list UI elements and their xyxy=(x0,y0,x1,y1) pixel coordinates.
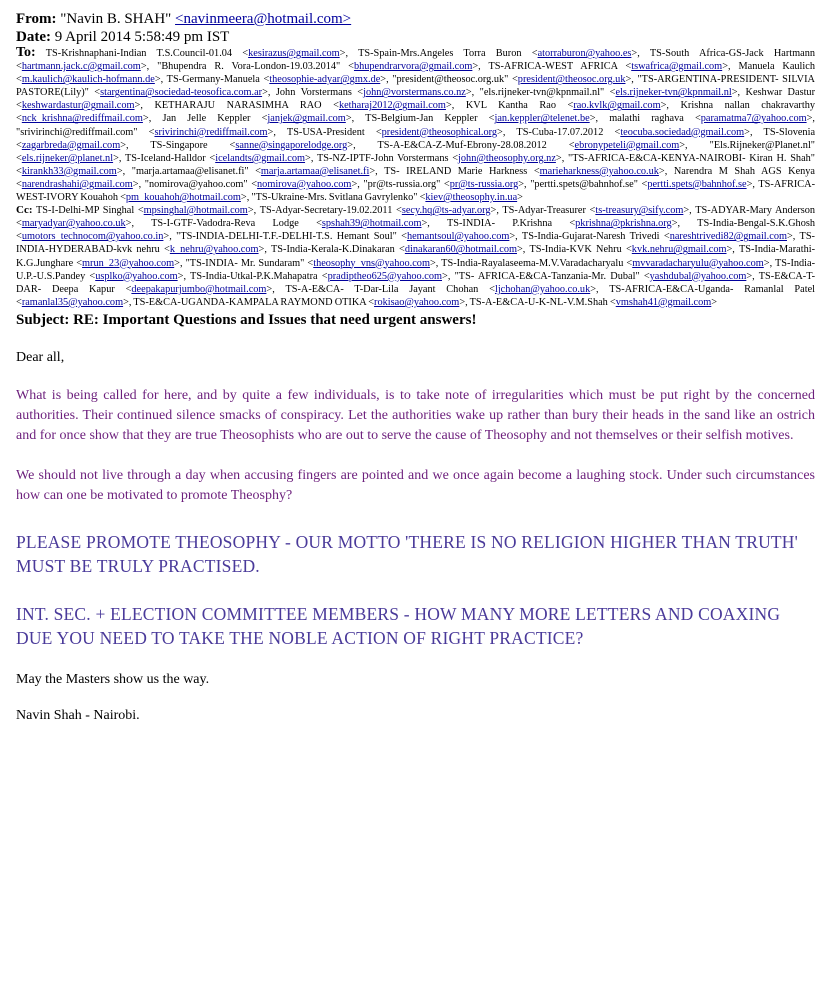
recipient-name: Keshwar Dastur xyxy=(745,87,816,99)
recipient-entry: TS-Iceland-Halldor <icelandts@gmail.com>, xyxy=(125,152,314,164)
recipient-email-link[interactable]: nomirova@yahoo.com xyxy=(257,178,352,190)
recipient-entry: TS-INDIA-HYDERABAD-kvk nehru <k_nehru@yahoo.com>, xyxy=(16,231,815,256)
recipient-email-link[interactable]: teocuba.sociedad@gmail.com xyxy=(620,126,745,138)
recipient-entry: TS-A-E&CA-Z-Muf-Ebrony-28.08.2012 <ebronypeteli@gmail.com>, xyxy=(377,139,688,151)
recipient-name: "TS-AFRICA-E&CA-KENYA-NAIROBI- Kiran H. Shah" xyxy=(568,152,815,164)
recipient-entry: TS-India-Gujarat-Naresh Trivedi <nareshtrivedi82@gmail.com>, xyxy=(521,231,796,243)
date-line xyxy=(16,28,815,46)
recipient-name: TS-Cuba-17.07.2012 xyxy=(516,126,604,138)
recipient-email-link[interactable]: marja.artamaa@elisanet.fi xyxy=(260,165,370,177)
recipient-email-link[interactable]: kvk.nehru@gmail.com xyxy=(631,244,727,256)
recipient-email-link[interactable]: rao.kvlk@gmail.com xyxy=(573,100,661,112)
recipient-entry: "TS-Ukraine-Mrs. Svitlana Gavrylenko" <kiev@theosophy.in.ua> xyxy=(251,192,523,204)
recipient-email-link[interactable]: ketharaj2012@gmail.com xyxy=(338,100,446,112)
recipient-entry: TS-South Africa-GS-Jack Hartmann <hartmann.jack.c@gmail.com>, xyxy=(16,48,815,73)
recipient-email-link[interactable]: pr@ts-russia.org xyxy=(449,178,519,190)
recipient-email-link[interactable]: jan.keppler@telenet.be xyxy=(494,113,590,125)
recipient-name: TS-INDIA-HYDERABAD-kvk nehru xyxy=(16,231,815,256)
from-email-link[interactable]: <navinmeera@hotmail.com> xyxy=(175,11,352,27)
recipient-entry: TS-AFRICA-WEST-IVORY Kouahoh <pm_kouahoh@hotmail.com>, xyxy=(16,178,816,204)
recipient-email-link[interactable]: president@theosoc.org.uk xyxy=(517,74,626,86)
recipient-entry: malathi raghava <paramatma7@yahoo.com>, xyxy=(609,113,815,125)
recipient-name: TS-A-E&CA-Z-Muf-Ebrony-28.08.2012 xyxy=(377,139,547,151)
recipient-name: TS-Slovenia xyxy=(763,126,816,138)
recipient-name: Narendra M Shah AGS Kenya xyxy=(673,165,816,177)
recipient-name: John Vorstermans xyxy=(275,87,352,99)
recipient-email-link[interactable]: ljchohan@yahoo.co.uk xyxy=(494,283,591,295)
recipient-entry: Narendra M Shah AGS Kenya <narendrashahi@gmail.com>, xyxy=(16,165,816,190)
recipient-name: TS-I-Delhi-MP Singhal xyxy=(35,205,135,217)
recipient-name: TS-Adyar-Treasurer xyxy=(502,205,586,217)
recipient-email-link[interactable]: narendrashahi@gmail.com xyxy=(21,178,133,190)
recipient-name: TS-India-Bengal-S.K.Ghosh xyxy=(697,218,815,230)
recipient-name: "TS-ARGENTINA-PRESIDENT- SILVIA PASTORE(Lily)" xyxy=(16,74,815,99)
recipient-email-link[interactable]: umotors_technocom@yahoo.co.in xyxy=(21,231,164,243)
recipient-entry: TS-India-Marathi-K.G.Junghare <mrun_23@yahoo.com>, xyxy=(16,244,816,269)
recipient-name: "Els.Rijneker@Planet.nl" xyxy=(709,139,816,151)
recipient-name: "Bhupendra R. Vora-London-19.03.2014" xyxy=(157,61,341,73)
recipient-entry: TS-India-U.P.-U.S.Pandey <usplko@yahoo.com>, xyxy=(16,257,816,282)
recipient-email-link[interactable]: m.kaulich@kaulich-hofmann.de xyxy=(21,74,155,86)
recipient-name: "TS-INDIA- Mr. Sundaram" xyxy=(185,257,305,269)
recipient-name: TS-NZ-IPTF-John Vorstermans xyxy=(316,152,449,164)
recipient-name: TS-Germany-Manuela xyxy=(166,74,260,86)
recipient-entry: TS-AFRICA-E&CA-Uganda- Ramanlal Patel <ramanlal35@yahoo.com>, xyxy=(16,283,816,308)
caps-paragraph-2: INT. SEC. + ELECTION COMMITTEE MEMBERS - HOW MANY MORE LETTERS AND COAXING DUE YOU NEED TO TAKE THE NOBLE ACTION OF RIGHT PRACTICE? xyxy=(16,603,781,648)
recipient-entry: TS-Spain-Mrs.Angeles Torra Buron <atorraburon@yahoo.es>, xyxy=(358,48,640,59)
recipient-entry: TS-Adyar-Secretary-19.02.2011 <secy.hq@ts-adyar.org>, xyxy=(259,205,499,217)
recipient-entry: "srivirinchi@rediffmail.com" <srivirinchi@rediffmail.com>, xyxy=(16,126,276,138)
recipient-name: "president@theosoc.org.uk" xyxy=(392,74,509,86)
recipient-email-link[interactable]: john@theosophy.org.nz xyxy=(458,152,556,164)
recipient-name: TS-I-GTF-Vadodra-Reva Lodge xyxy=(151,218,299,230)
recipient-entry: TS-NZ-IPTF-John Vorstermans <john@theosophy.org.nz>, xyxy=(316,152,565,164)
recipient-name: TS-South Africa-GS-Jack Hartmann xyxy=(649,48,815,59)
recipient-name: TS-INDIA- P.Krishna xyxy=(446,218,553,230)
recipient-entry: John Vorstermans <john@vorstermans.co.nz>, xyxy=(275,87,475,99)
recipient-email-link[interactable]: theosophie-adyar@gmx.de xyxy=(269,74,381,86)
recipient-name: TS-USA-President xyxy=(286,126,365,138)
recipient-email-link[interactable]: srivirinchi@rediffmail.com xyxy=(154,126,268,138)
recipient-email-link[interactable]: vmshah41@gmail.com xyxy=(615,296,712,308)
recipient-email-link[interactable]: paramatma7@yahoo.com xyxy=(700,113,807,125)
caps-paragraph-1: PLEASE PROMOTE THEOSOPHY - OUR MOTTO 'THERE IS NO RELIGION HIGHER THAN TRUTH' MUST BE TRULY PRACTISED. xyxy=(16,531,798,576)
recipient-entry: TS-E&CA-UGANDA-KAMPALA RAYMOND OTIKA <rokisao@yahoo.com>, xyxy=(133,296,468,308)
recipient-name: TS-AFRICA-WEST-IVORY Kouahoh xyxy=(16,178,816,204)
recipient-entry: TS-Germany-Manuela <theosophie-adyar@gmx.de>, xyxy=(166,74,389,86)
recipient-name: TS-Spain-Mrs.Angeles Torra Buron xyxy=(358,48,522,59)
recipient-email-link[interactable]: atorraburon@yahoo.es xyxy=(537,48,632,59)
recipient-entry: TS- IRELAND Marie Harkness <marieharkness@yahoo.co.uk>, xyxy=(384,165,668,177)
recipient-entry: TS-India-Utkal-P.K.Mahapatra <pradiptheo625@yahoo.com>, xyxy=(190,270,451,282)
recipient-name: KVL Kantha Rao xyxy=(465,100,556,112)
recipient-entry: TS-India-Kerala-K.Dinakaran <dinakaran60@hotmail.com>, xyxy=(271,244,526,256)
date-label: Date: xyxy=(16,29,51,45)
recipient-name: TS-E&CA-T-DAR- Deepa Kapur xyxy=(16,270,816,295)
recipient-name: TS-India-Gujarat-Naresh Trivedi xyxy=(521,231,660,243)
recipient-email-link[interactable]: maryadyar@yahoo.co.uk xyxy=(21,218,126,230)
recipient-name: TS-AFRICA-E&CA-Uganda- Ramanlal Patel xyxy=(609,283,816,295)
recipient-entry: TS-A-E&CA-U-K-NL-V.M.Shah <vmshah41@gmail.com> xyxy=(469,296,718,308)
to-label: To: xyxy=(16,45,36,60)
recipient-entry: TS-INDIA- P.Krishna <pkrishna@pkrishna.org>, xyxy=(446,218,681,230)
body-paragraph-2: We should not live through a day when accusing fingers are pointed and we once again become a laughing stock. Under such circumstances how can one be motivated to promote Theosphy? xyxy=(16,467,815,503)
recipient-email-link[interactable]: yashdubal@yahoo.com xyxy=(649,270,747,282)
recipient-entry: TS-Slovenia <zagarbreda@gmail.com>, xyxy=(16,126,816,151)
to-recipients xyxy=(16,46,815,204)
recipient-email-link[interactable]: pkrishna@pkrishna.org xyxy=(575,218,672,230)
greeting: Dear all, xyxy=(16,349,65,365)
recipient-entry: TS-ADYAR-Mary Anderson <maryadyar@yahoo.co.uk>, xyxy=(16,205,816,230)
recipient-name: TS- IRELAND Marie Harkness xyxy=(384,165,528,177)
recipient-entry: TS-Krishnaphani-Indian T.S.Council-01.04 <kesirazus@gmail.com>, xyxy=(45,48,349,59)
recipient-entry: "TS-AFRICA-E&CA-KENYA-NAIROBI- Kiran H. Shah" <kirankh33@gmail.com>, xyxy=(16,152,815,177)
recipient-email-link[interactable]: deepakapurjumbo@hotmail.com xyxy=(131,283,267,295)
recipient-entry: TS-India-KVK Nehru <kvk.nehru@gmail.com>, xyxy=(529,244,735,256)
recipient-email-link[interactable]: icelandts@gmail.com xyxy=(215,152,306,164)
recipient-email-link[interactable]: pertti.spets@bahnhof.se xyxy=(647,178,747,190)
recipient-email-link[interactable]: stargentina@sociedad-teosofica.com.ar xyxy=(100,87,263,99)
recipient-email-link[interactable]: bhupendrarvora@gmail.com xyxy=(353,61,473,73)
recipient-entry: "Els.Rijneker@Planet.nl" <els.rijneker@planet.nl>, xyxy=(16,139,816,164)
recipient-email-link[interactable]: nck_krishna@rediffmail.com xyxy=(21,113,143,125)
recipient-email-link[interactable]: hemantsoul@yahoo.com xyxy=(406,231,510,243)
recipient-email-link[interactable]: usplko@yahoo.com xyxy=(95,270,178,282)
recipient-entry: Jan Jelle Keppler <janjek@gmail.com>, xyxy=(162,113,355,125)
subject-line xyxy=(16,310,815,330)
recipient-entry: TS-Belgium-Jan Keppler <jan.keppler@telenet.be>, xyxy=(365,113,599,125)
recipient-entry: TS-AFRICA-WEST AFRICA <tswafrica@gmail.com>, xyxy=(488,61,731,73)
recipient-entry: KVL Kantha Rao <rao.kvlk@gmail.com>, xyxy=(465,100,669,112)
recipient-entry: "TS-INDIA- Mr. Sundaram" <theosophy_vns@yahoo.com>, xyxy=(185,257,439,269)
recipient-entry: Krishna nallan chakravarthy <nck_krishna@rediffmail.com>, xyxy=(16,100,816,125)
recipient-email-link[interactable]: president@theosophical.org xyxy=(381,126,498,138)
recipient-entry: TS-I-GTF-Vadodra-Reva Lodge <spshah39@hotmail.com>, xyxy=(151,218,430,230)
recipient-entry: "TS-ARGENTINA-PRESIDENT- SILVIA PASTORE(Lily)" <stargentina@sociedad-teosofica.com.ar>, xyxy=(16,74,815,99)
recipient-name: TS-AFRICA-WEST AFRICA xyxy=(488,61,618,73)
recipient-email-link[interactable]: els.rijneker-tvn@kpnmail.nl xyxy=(615,87,732,99)
recipient-entry: Manuela Kaulich <m.kaulich@kaulich-hofmann.de>, xyxy=(16,61,816,86)
recipient-name: TS-India-Kerala-K.Dinakaran xyxy=(271,244,395,256)
recipient-email-link[interactable]: marieharkness@yahoo.co.uk xyxy=(539,165,659,177)
recipient-email-link[interactable]: ebronypeteli@gmail.com xyxy=(574,139,680,151)
recipient-email-link[interactable]: zagarbreda@gmail.com xyxy=(21,139,121,151)
recipient-entry: "TS- AFRICA-E&CA-Tanzania-Mr. Dubal" <yashdubal@yahoo.com>, xyxy=(454,270,755,282)
recipient-email-link[interactable]: mpsinghal@hotmail.com xyxy=(143,205,248,217)
recipient-entry: TS-Cuba-17.07.2012 <teocuba.sociedad@gmail.com>, xyxy=(516,126,753,138)
recipient-email-link[interactable]: keshwardastur@gmail.com xyxy=(21,100,135,112)
recipient-email-link[interactable]: k_nehru@yahoo.com xyxy=(169,244,259,256)
recipient-email-link[interactable]: kiev@theosophy.in.ua xyxy=(425,192,518,204)
from-label: From: xyxy=(16,11,57,27)
recipient-entry: "pertti.spets@bahnhof.se" <pertti.spets@bahnhof.se>, xyxy=(530,178,755,190)
recipient-email-link[interactable]: pradiptheo625@yahoo.com xyxy=(327,270,443,282)
recipient-entry: TS-Singapore <sanne@singaporelodge.org>, xyxy=(150,139,356,151)
recipient-name: TS-A-E&CA- T-Dar-Lila Jayant Chohan xyxy=(285,283,479,295)
recipient-email-link[interactable]: secy.hq@ts-adyar.org xyxy=(401,205,491,217)
recipient-name: Jan Jelle Keppler xyxy=(162,113,251,125)
recipient-email-link[interactable]: sanne@singaporelodge.org xyxy=(235,139,348,151)
recipient-name: "TS-Ukraine-Mrs. Svitlana Gavrylenko" xyxy=(251,192,418,204)
recipient-name: TS-Adyar-Secretary-19.02.2011 xyxy=(259,205,393,217)
recipient-email-link[interactable]: john@vorstermans.co.nz xyxy=(363,87,466,99)
recipient-name: TS-Iceland-Halldor xyxy=(125,152,206,164)
subject-value: RE: Important Questions and Issues that need urgent answers! xyxy=(73,311,477,328)
recipient-email-link[interactable]: rokisao@yahoo.com xyxy=(374,296,460,308)
recipient-entry: "nomirova@yahoo.com" <nomirova@yahoo.com>, xyxy=(144,178,360,190)
recipient-email-link[interactable]: ramanlal35@yahoo.com xyxy=(21,296,124,308)
recipient-name: "nomirova@yahoo.com" xyxy=(144,178,248,190)
recipient-email-link[interactable]: pm_kouahoh@hotmail.com xyxy=(125,192,241,204)
recipient-name: TS-India-Utkal-P.K.Mahapatra xyxy=(190,270,318,282)
recipient-entry: TS-E&CA-T-DAR- Deepa Kapur <deepakapurjumbo@hotmail.com>, xyxy=(16,270,816,295)
recipient-name: "els.rijneker-tvn@kpnmail.nl" xyxy=(479,87,605,99)
recipient-email-link[interactable]: tswafrica@gmail.com xyxy=(631,61,723,73)
date-value: 9 April 2014 5:58:49 pm IST xyxy=(54,29,230,45)
recipient-email-link[interactable]: theosophy_vns@yahoo.com xyxy=(313,257,430,269)
recipient-name: TS-A-E&CA-U-K-NL-V.M.Shah xyxy=(469,296,608,308)
recipient-name: "pr@ts-russia.org" xyxy=(363,178,441,190)
cc-label: Cc: xyxy=(16,204,33,217)
recipient-name: TS-India-U.P.-U.S.Pandey xyxy=(16,257,816,282)
recipient-entry: "Bhupendra R. Vora-London-19.03.2014" <bhupendrarvora@gmail.com>, xyxy=(157,61,481,73)
recipient-email-link[interactable]: kesirazus@gmail.com xyxy=(248,48,340,59)
recipient-email-link[interactable]: kirankh33@gmail.com xyxy=(21,165,117,177)
recipient-name: Krishna nallan chakravarthy xyxy=(680,100,816,112)
closing-line: May the Masters show us the way. xyxy=(16,671,210,687)
recipient-email-link[interactable]: nareshtrivedi82@gmail.com xyxy=(669,231,787,243)
recipient-name: TS-Singapore xyxy=(150,139,208,151)
recipient-name: TS-India-KVK Nehru xyxy=(529,244,622,256)
recipient-name: KETHARAJU NARASIMHA RAO xyxy=(154,100,322,112)
signature: Navin Shah - Nairobi. xyxy=(16,707,140,723)
recipient-entry: TS-Adyar-Treasurer <ts-treasury@sify.com>, xyxy=(502,205,692,217)
recipient-name: "TS-INDIA-DELHI-T.F.-DELHI-T.S. Hemant Soul" xyxy=(176,231,397,243)
recipient-name: malathi raghava xyxy=(609,113,684,125)
recipient-entry: "pr@ts-russia.org" <pr@ts-russia.org>, xyxy=(363,178,527,190)
from-line xyxy=(16,10,815,28)
recipient-name: TS-Belgium-Jan Keppler xyxy=(365,113,478,125)
from-name: "Navin B. SHAH" xyxy=(60,11,172,27)
recipient-email-link[interactable]: els.rijneker@planet.nl xyxy=(21,152,114,164)
recipient-name: "TS- AFRICA-E&CA-Tanzania-Mr. Dubal" xyxy=(454,270,640,282)
recipient-entry: KETHARAJU NARASIMHA RAO <ketharaj2012@gmail.com>, xyxy=(154,100,455,112)
recipient-email-link[interactable]: ts-treasury@sify.com xyxy=(595,205,684,217)
recipient-entry: TS-I-Delhi-MP Singhal <mpsinghal@hotmail.com>, xyxy=(35,205,257,217)
recipient-email-link[interactable]: mvvaradacharyulu@yahoo.com xyxy=(632,257,764,269)
recipient-email-link[interactable]: dinakaran60@hotmail.com xyxy=(404,244,517,256)
recipient-name: Manuela Kaulich xyxy=(738,61,816,73)
subject-label: Subject: xyxy=(16,311,70,328)
recipient-entry: "president@theosoc.org.uk" <president@theosoc.org.uk>, xyxy=(392,74,634,86)
recipient-email-link[interactable]: janjek@gmail.com xyxy=(267,113,346,125)
recipient-entry: "els.rijneker-tvn@kpnmail.nl" <els.rijneker-tvn@kpnmail.nl>, xyxy=(479,87,741,99)
recipient-entry: TS-USA-President <president@theosophical.org>, xyxy=(286,126,506,138)
recipient-entry: TS-A-E&CA- T-Dar-Lila Jayant Chohan <ljchohan@yahoo.co.uk>, xyxy=(285,283,599,295)
recipient-name: "marja.artamaa@elisanet.fi" xyxy=(131,165,249,177)
cc-recipients xyxy=(16,204,815,309)
recipient-name: TS-India-Rayalaseema-M.V.Varadacharyalu xyxy=(441,257,624,269)
recipient-entry: Keshwar Dastur <keshwardastur@gmail.com>, xyxy=(16,87,816,112)
recipient-name: TS-E&CA-UGANDA-KAMPALA RAYMOND OTIKA xyxy=(133,296,367,308)
recipient-email-link[interactable]: hartmann.jack.c@gmail.com xyxy=(21,61,141,73)
recipient-entry: "marja.artamaa@elisanet.fi" <marja.artamaa@elisanet.fi>, xyxy=(131,165,378,177)
recipient-entry: "TS-INDIA-DELHI-T.F.-DELHI-T.S. Hemant Soul" <hemantsoul@yahoo.com>, xyxy=(176,231,518,243)
recipient-name: "srivirinchi@rediffmail.com" xyxy=(16,126,138,138)
recipient-entry: TS-India-Rayalaseema-M.V.Varadacharyalu <mvvaradacharyulu@yahoo.com>, xyxy=(441,257,773,269)
recipient-email-link[interactable]: spshah39@hotmail.com xyxy=(321,218,422,230)
recipient-name: TS-ADYAR-Mary Anderson xyxy=(695,205,816,217)
recipient-email-link[interactable]: mrun_23@yahoo.com xyxy=(82,257,175,269)
recipient-name: TS-Krishnaphani-Indian T.S.Council-01.04 xyxy=(45,48,233,59)
recipient-name: TS-India-Marathi-K.G.Junghare xyxy=(16,244,816,269)
recipient-name: "pertti.spets@bahnhof.se" xyxy=(530,178,638,190)
body-paragraph-1: What is being called for here, and by quite a few individuals, is to take note of irregularities which must be put right by the concerned authorities. Their continued silence smacks of conspiracy. Let the authorities wake up rather than bury their heads in the sand like an ostrich and for once show that they are true Theosophists who are out to serve the cause of Theosophy and not themselves or their selfish motives. xyxy=(16,387,815,443)
recipient-entry: TS-India-Bengal-S.K.Ghosh <umotors_technocom@yahoo.co.in>, xyxy=(16,218,815,243)
